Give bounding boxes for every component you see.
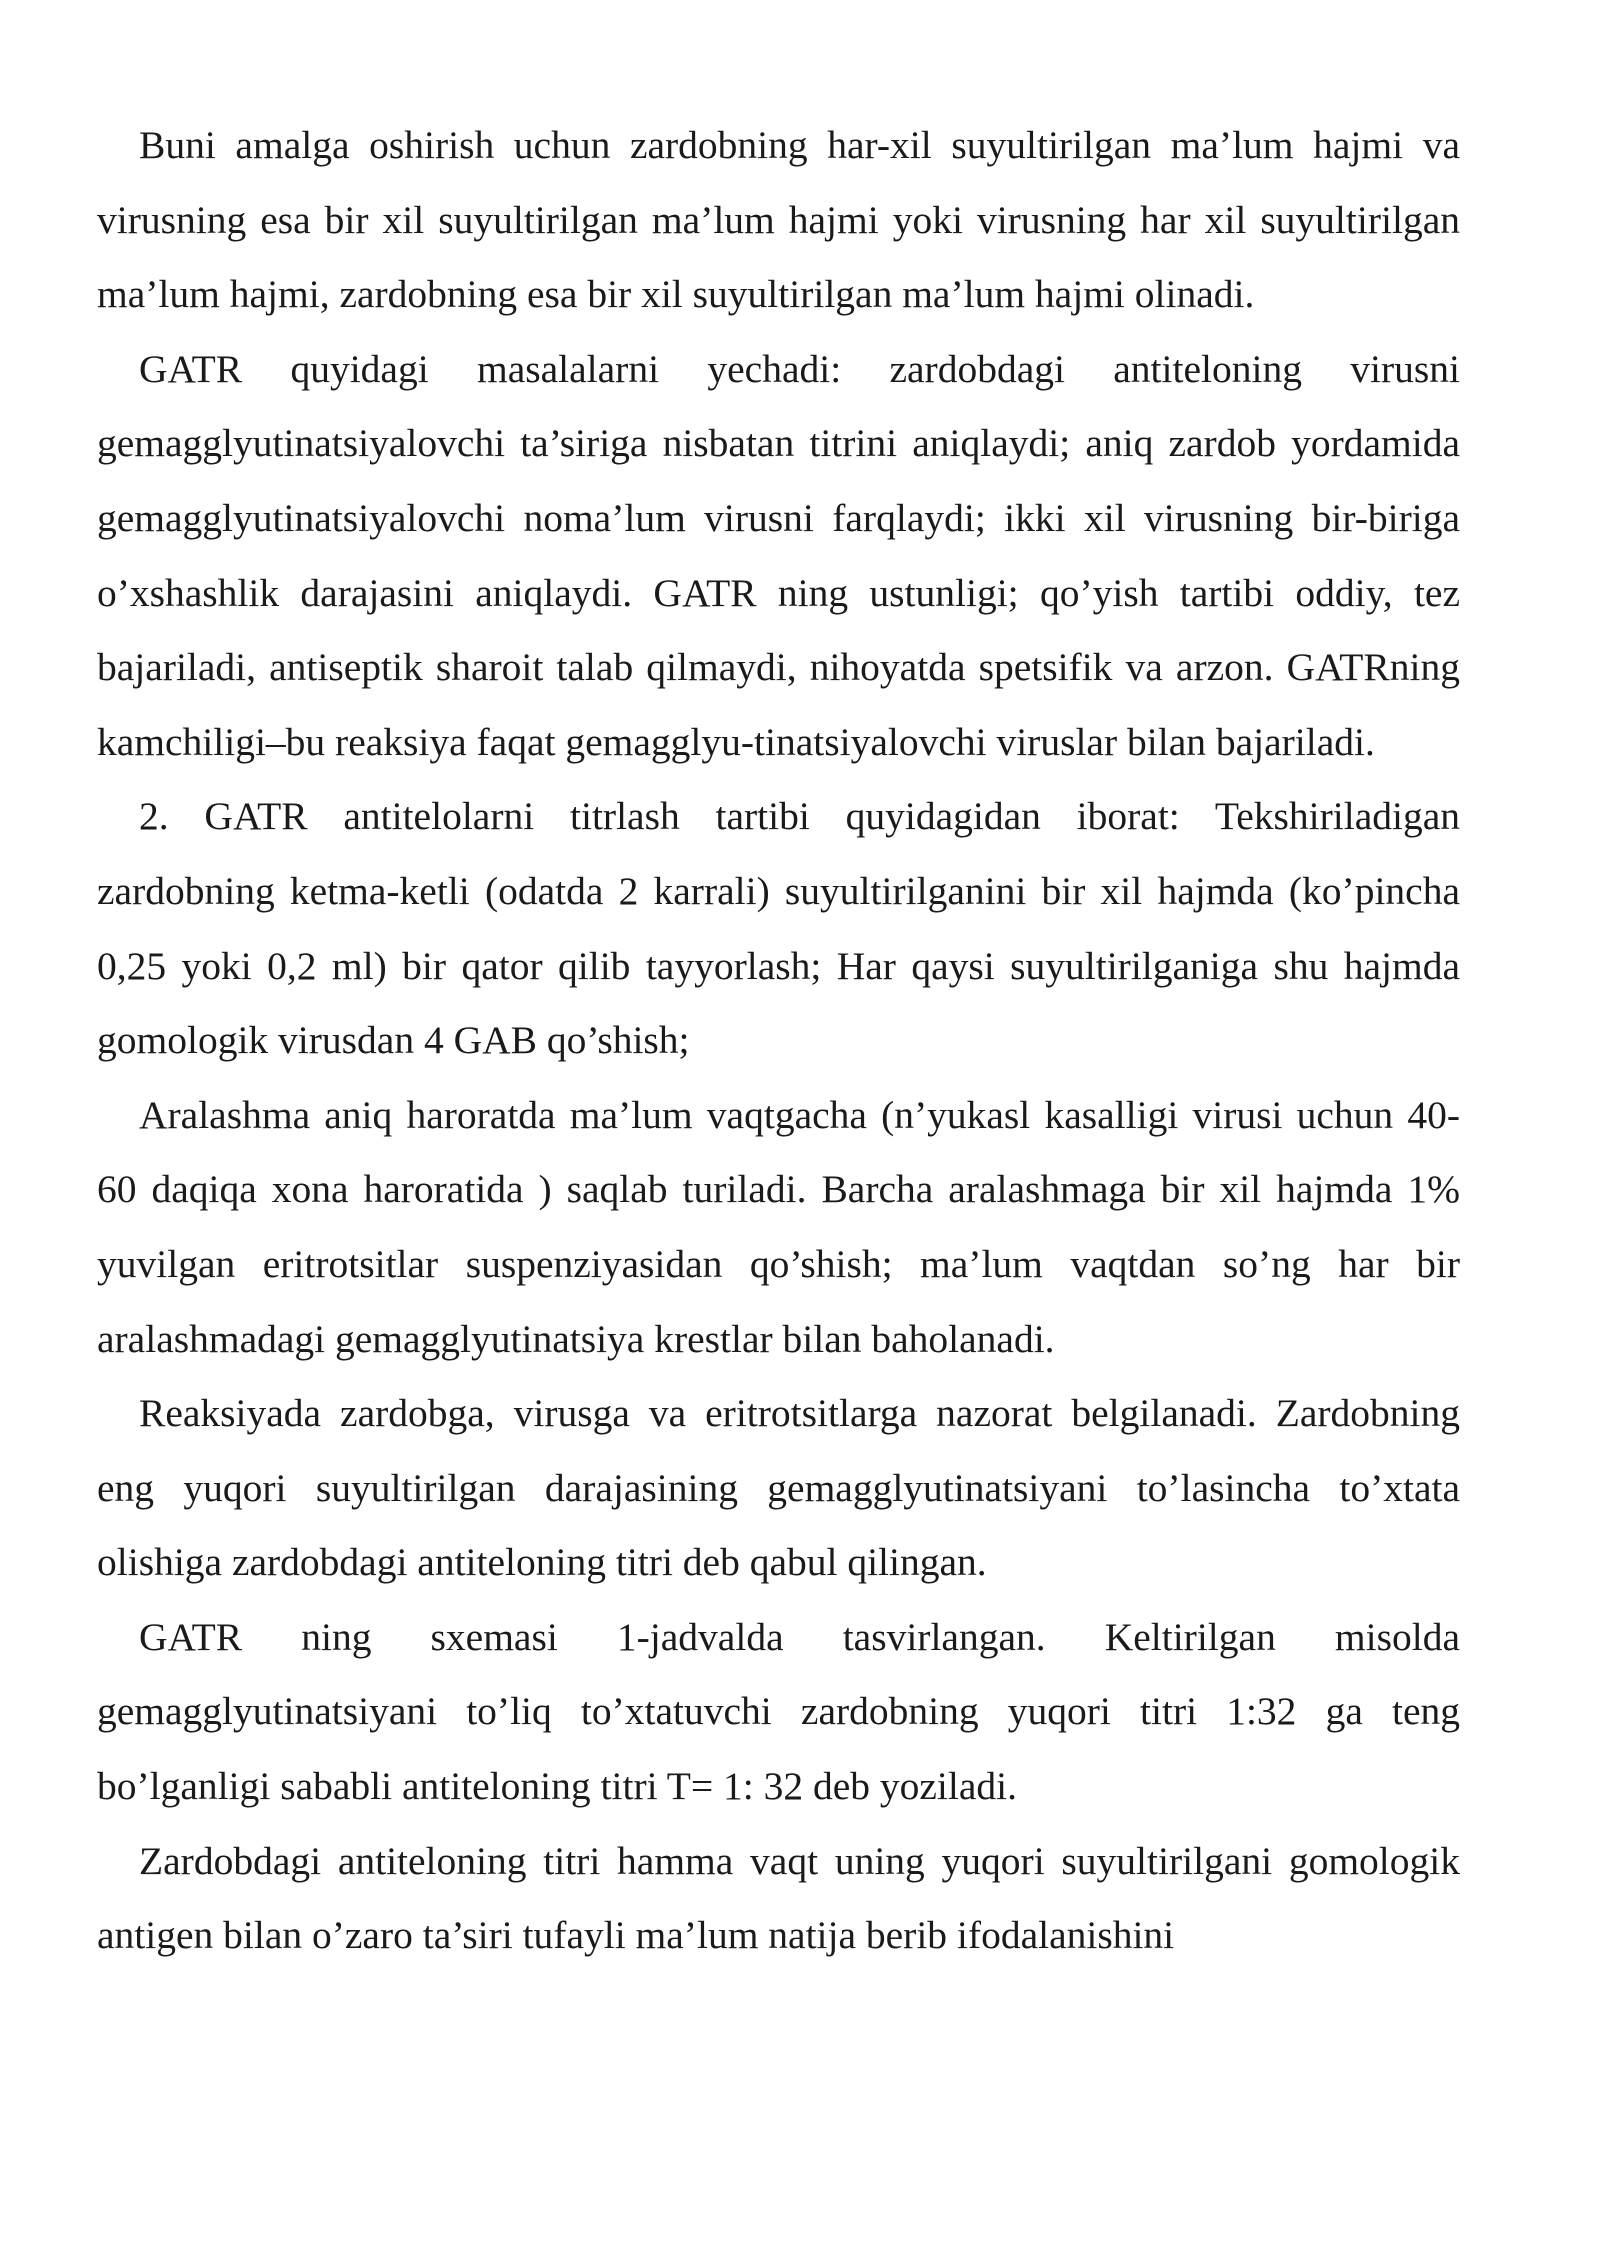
paragraph: 2. GATR antitelolarni titrlash tartibi quyidagidan iborat: Tekshiriladigan zardobning ketma-ketli (odatda 2 karrali) suyultirilganini bir xil hajmda (ko’pincha 0,25 yoki 0,2 ml) bir qator qilib tayyorlash; Har qaysi suyultirilganiga shu hajmda gomologik virusdan 4 GAB qo’shish; <box>97 794 1460 1063</box>
paragraph: Reaksiyada zardobga, virusga va eritrotsitlarga nazorat belgilanadi. Zardobning eng yuqori suyultirilgan darajasining gemagglyutinatsiyani to’lasincha to’xtata olishiga zardobdagi antiteloning titri deb qabul qilingan. <box>97 1391 1460 1585</box>
paragraph: GATR ning sxemasi 1-jadvalda tasvirlangan. Keltirilgan misolda gemagglyutinatsiyani to’liq to’xtatuvchi zardobning yuqori titri 1:32 ga teng bo’lganligi sababli antiteloning titri T= 1: 32 deb yoziladi. <box>97 1614 1460 1809</box>
document-body <box>97 108 1460 1973</box>
paragraph: GATR quyidagi masalalarni yechadi: zardobdagi antiteloning virusni gemagglyutinatsiyalovchi ta’siriga nisbatan titrini aniqlaydi; aniq zardob yordamida gemagglyutinatsiyalovchi noma’lum virusni farqlaydi; ikki xil virusning bir-biriga o’xshashlik darajasini aniqlaydi. GATR ning ustunligi; qo’yish tartibi oddiy, tez bajariladi, antiseptik sharoit talab qilmaydi, nihoyatda spetsifik va arzon. GATRning kamchiligi–bu reaksiya faqat gemagglyu-tinatsiyalovchi viruslar bilan bajariladi. <box>97 346 1460 764</box>
paragraph: Zardobdagi antiteloning titri hamma vaqt uning yuqori suyultirilgani gomologik antigen bilan o’zaro ta’siri tufayli ma’lum natija berib ifodalanishini <box>97 1838 1460 1958</box>
paragraph: Aralashma aniq haroratda ma’lum vaqtgacha (n’yukasl kasalligi virusi uchun 40-60 daqiqa xona haroratida ) saqlab turiladi. Barcha aralashmaga bir xil hajmda 1% yuvilgan eritrotsitlar suspenziyasidan qo’shish; ma’lum vaqtdan so’ng har bir aralashmadagi gemagglyutinatsiya krestlar bilan baholanadi. <box>97 1092 1460 1361</box>
paragraph: Buni amalga oshirish uchun zardobning har-xil suyultirilgan ma’lum hajmi va virusning esa bir xil suyultirilgan ma’lum hajmi yoki virusning har xil suyultirilgan ma’lum hajmi, zardobning esa bir xil suyultirilgan ma’lum hajmi olinadi. <box>97 123 1460 317</box>
